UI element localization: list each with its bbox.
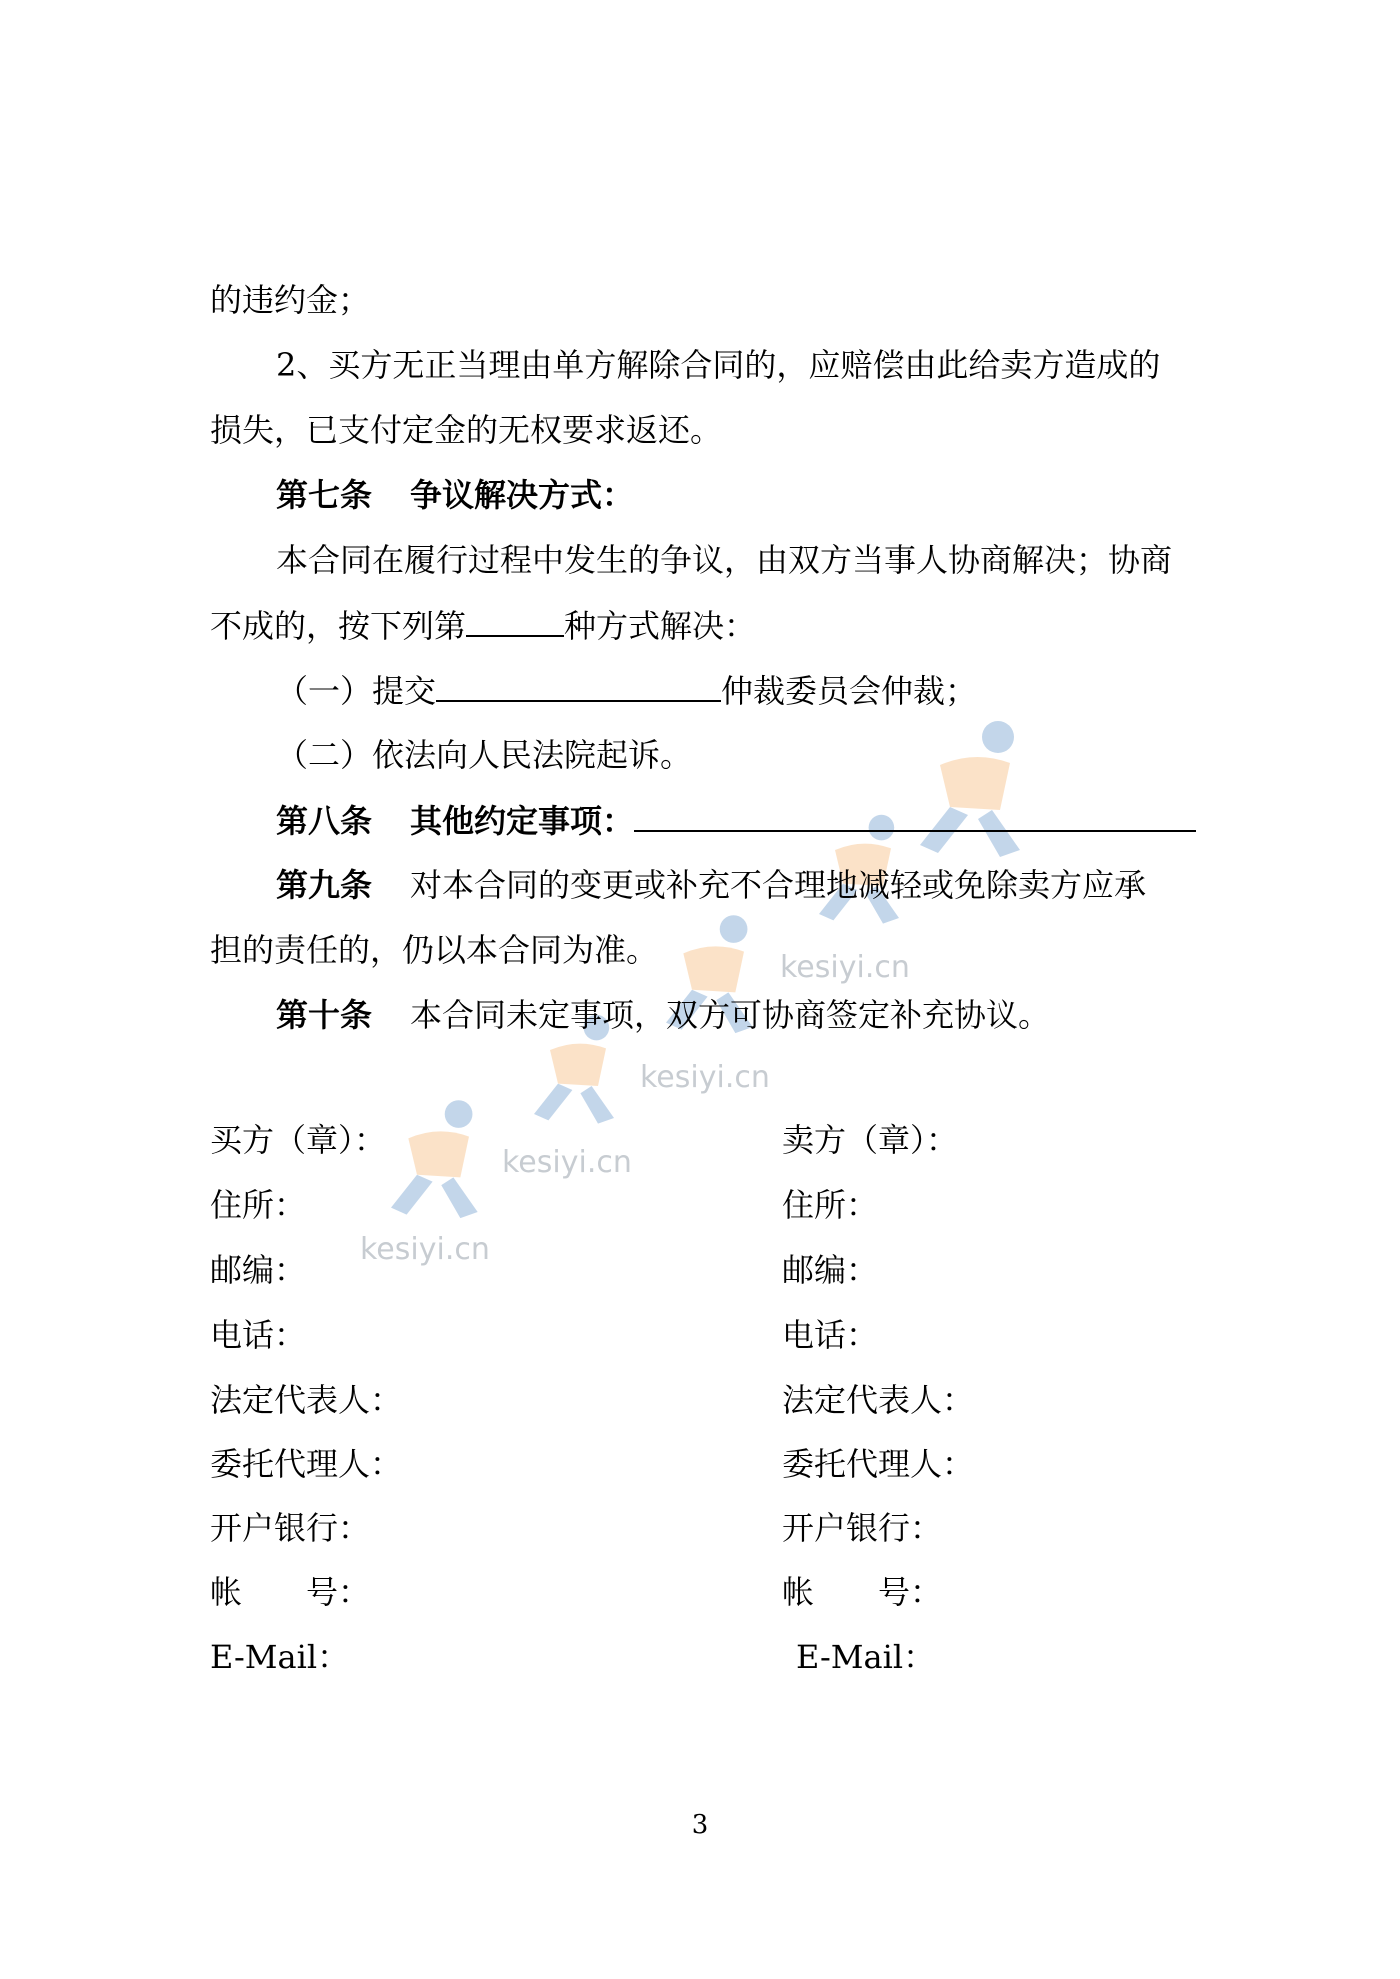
fill-blank[interactable] — [634, 800, 1196, 832]
watermark-runner-icon — [355, 1095, 505, 1225]
buyer-address: 住所： — [210, 1186, 307, 1224]
text-line: 本合同在履行过程中发生的争议，由双方当事人协商解决；协商 — [276, 541, 1173, 579]
article-heading: 其他约定事项： — [410, 802, 635, 840]
buyer-title: 买方（章）： — [210, 1121, 387, 1159]
seller-address: 住所： — [782, 1186, 879, 1224]
buyer-bank: 开户银行： — [210, 1509, 371, 1547]
article-title: 第八条 — [276, 802, 373, 840]
buyer-phone: 电话： — [210, 1316, 307, 1354]
article-7 — [276, 475, 634, 515]
article-heading: 争议解决方式： — [410, 476, 635, 514]
buyer-agent: 委托代理人： — [210, 1445, 403, 1483]
watermark-text: kesiyi.cn — [640, 1060, 770, 1095]
page-number: 3 — [691, 1810, 709, 1840]
fill-blank[interactable] — [466, 605, 564, 637]
buyer-account — [210, 1572, 370, 1612]
article-title: 第九条 — [276, 866, 373, 904]
fill-blank[interactable] — [436, 670, 721, 702]
text-line: 担的责任的，仍以本合同为准。 — [210, 931, 659, 969]
watermark-text: kesiyi.cn — [502, 1145, 632, 1180]
text-line: 2、买方无正当理由单方解除合同的，应赔偿由此给卖方造成的 — [276, 346, 1161, 384]
seller-legal-rep: 法定代表人： — [782, 1381, 975, 1419]
text-fragment: 不成的，按下列第 — [210, 607, 467, 645]
article-body: 对本合同的变更或补充不合理地减轻或免除卖方应承 — [410, 866, 1147, 904]
seller-title: 卖方（章）： — [782, 1121, 959, 1159]
article-10 — [276, 995, 1050, 1035]
text-line-blank — [210, 605, 756, 646]
article-body: 本合同未定事项，双方可协商签定补充协议。 — [410, 996, 1051, 1034]
label-fragment: 帐 — [210, 1573, 243, 1611]
text-fragment: 种方式解决： — [564, 607, 757, 645]
seller-phone: 电话： — [782, 1316, 879, 1354]
article-title: 第七条 — [276, 476, 373, 514]
label-fragment: 号： — [878, 1573, 943, 1611]
seller-account — [782, 1572, 942, 1612]
seller-postcode: 邮编： — [782, 1251, 879, 1289]
text-line: 的违约金； — [210, 281, 371, 319]
article-9 — [276, 865, 1146, 905]
watermark-text: kesiyi.cn — [360, 1232, 490, 1267]
buyer-email: E-Mail： — [210, 1638, 350, 1676]
watermark-text: kesiyi.cn — [780, 950, 910, 985]
text-fragment: 仲裁委员会仲裁； — [721, 672, 978, 710]
seller-email: E-Mail： — [796, 1638, 936, 1676]
label-fragment: 号： — [306, 1573, 371, 1611]
watermark-runner-icon — [880, 715, 1050, 865]
article-8 — [276, 800, 1196, 841]
text-fragment: （一）提交 — [276, 672, 437, 710]
buyer-legal-rep: 法定代表人： — [210, 1381, 403, 1419]
seller-bank: 开户银行： — [782, 1509, 943, 1547]
text-line-blank — [276, 670, 977, 711]
text-line: （二）依法向人民法院起诉。 — [276, 736, 693, 774]
buyer-postcode: 邮编： — [210, 1251, 307, 1289]
label-fragment: 帐 — [782, 1573, 815, 1611]
text-line: 损失，已支付定金的无权要求返还。 — [210, 411, 723, 449]
seller-agent: 委托代理人： — [782, 1445, 975, 1483]
article-title: 第十条 — [276, 996, 373, 1034]
